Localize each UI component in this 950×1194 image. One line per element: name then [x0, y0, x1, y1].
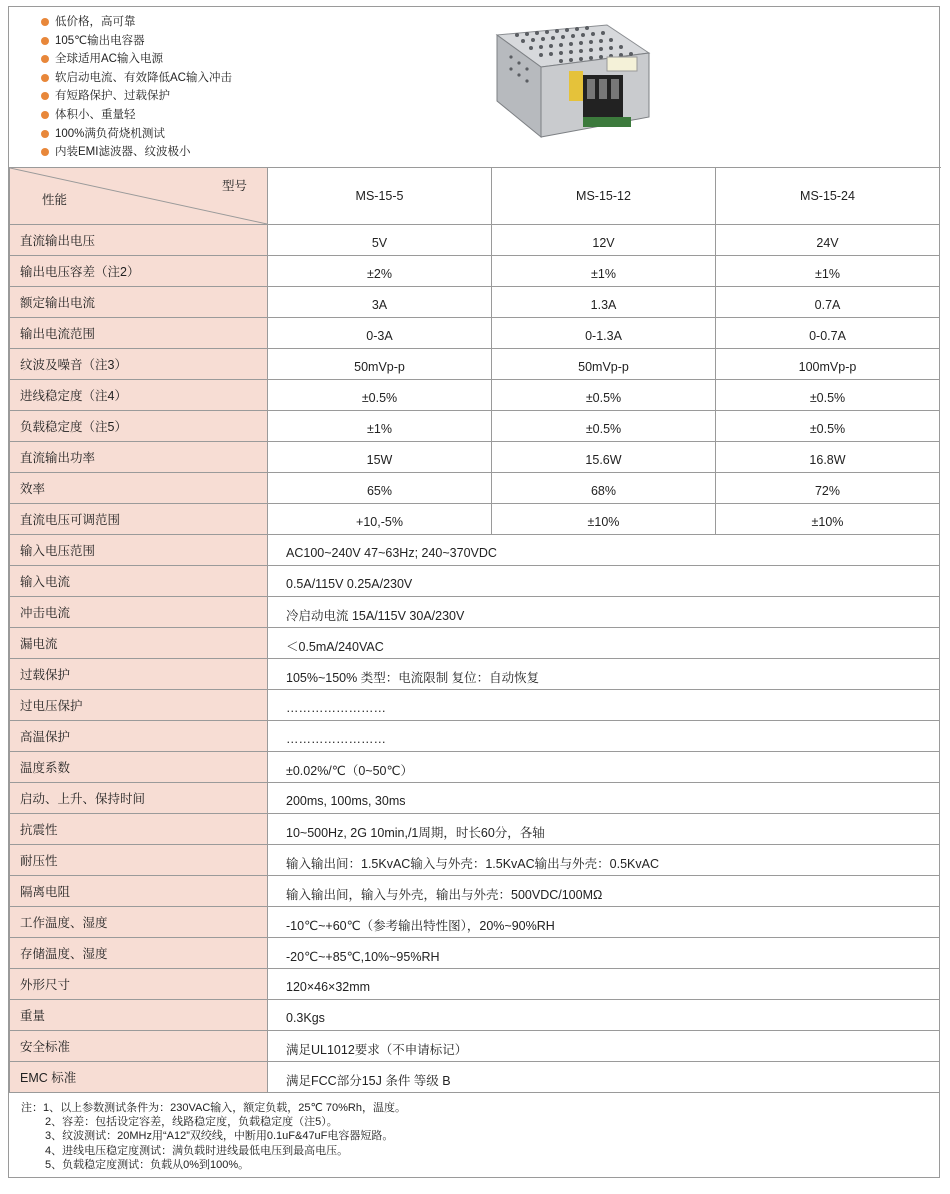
header-corner-cell [10, 168, 268, 225]
spec-value: 16.8W [716, 442, 940, 473]
spec-value: 105%~150% 类型：电流限制 复位：自动恢复 [268, 659, 940, 690]
spec-value: 68% [492, 473, 716, 504]
row-label: 安全标准 [10, 1031, 268, 1062]
spec-value: -10℃~+60℃（参考输出特性图），20%~90%RH [268, 907, 940, 938]
notes-section [9, 1097, 939, 1172]
spec-sheet [8, 6, 940, 1178]
note-line: 5、负载稳定度测试：负载从0%到100%。 [45, 1158, 250, 1171]
row-label: 负载稳定度（注5） [10, 411, 268, 442]
note-line: 2、容差：包括设定容差，线路稳定度，负载稳定度（注5）。 [45, 1116, 338, 1129]
feature-item [41, 69, 232, 88]
bullet-icon [41, 111, 49, 119]
feature-text: 有短路保护、过载保护 [55, 90, 170, 103]
spec-value: ±0.5% [716, 380, 940, 411]
row-label: 进线稳定度（注4） [10, 380, 268, 411]
spec-row [10, 752, 940, 783]
feature-item [41, 106, 232, 125]
row-label: 工作温度、湿度 [10, 907, 268, 938]
note-line: 注：1、以上参数测试条件为：230VAC输入，额定负载，25℃ 70%Rh，温度。 [21, 1102, 406, 1114]
common-rows [10, 535, 940, 1093]
spec-value: 200ms, 100ms, 30ms [268, 783, 940, 814]
spec-row [10, 318, 940, 349]
spec-row [10, 969, 940, 1000]
spec-row [10, 721, 940, 752]
spec-row [10, 1000, 940, 1031]
row-label: 漏电流 [10, 628, 268, 659]
spec-value: 12V [492, 225, 716, 256]
row-label: 过电压保护 [10, 690, 268, 721]
spec-row [10, 504, 940, 535]
spec-value: ＜0.5mA/240VAC [268, 628, 940, 659]
spec-row [10, 659, 940, 690]
spec-value: 0-1.3A [492, 318, 716, 349]
spec-value: ±2% [268, 256, 492, 287]
row-label: EMC 标准 [10, 1062, 268, 1093]
row-label: 过载保护 [10, 659, 268, 690]
spec-value: 0.7A [716, 287, 940, 318]
spec-value: ±10% [716, 504, 940, 535]
feature-text: 内装EMI滤波器、纹波极小 [55, 146, 191, 159]
spec-value: 1.3A [492, 287, 716, 318]
spec-value: 65% [268, 473, 492, 504]
features-section [9, 7, 941, 168]
feature-item [41, 32, 232, 51]
row-label: 纹波及噪音（注3） [10, 349, 268, 380]
spec-row [10, 473, 940, 504]
spec-row [10, 783, 940, 814]
spec-row [10, 845, 940, 876]
row-label: 输入电压范围 [10, 535, 268, 566]
spec-value: 0.5A/115V 0.25A/230V [268, 566, 940, 597]
spec-row [10, 349, 940, 380]
per-model-rows [10, 225, 940, 535]
spec-value: ±0.5% [492, 380, 716, 411]
row-label: 输入电流 [10, 566, 268, 597]
spec-row [10, 597, 940, 628]
power-supply-image [487, 17, 657, 142]
spec-value: ±0.5% [716, 411, 940, 442]
spec-row [10, 1031, 940, 1062]
spec-value: ±0.02%/℃（0~50℃） [268, 752, 940, 783]
feature-item [41, 125, 232, 144]
spec-row [10, 256, 940, 287]
feature-text: 105℃输出电容器 [55, 34, 145, 47]
spec-value: 输入输出间，输入与外壳，输出与外壳：500VDC/100MΩ [268, 876, 940, 907]
spec-value: 5V [268, 225, 492, 256]
feature-item [41, 143, 232, 162]
spec-value: 3A [268, 287, 492, 318]
spec-value: 输入输出间：1.5KvAC输入与外壳：1.5KvAC输出与外壳：0.5KvAC [268, 845, 940, 876]
spec-row [10, 442, 940, 473]
spec-row [10, 411, 940, 442]
row-label: 启动、上升、保持时间 [10, 783, 268, 814]
spec-row [10, 380, 940, 411]
model-header: MS-15-24 [716, 168, 940, 225]
spec-value: …………………… [268, 690, 940, 721]
spec-value: 15.6W [492, 442, 716, 473]
bullet-icon [41, 55, 49, 63]
spec-row [10, 1062, 940, 1093]
row-label: 直流电压可调范围 [10, 504, 268, 535]
spec-value: -20℃~+85℃,10%~95%RH [268, 938, 940, 969]
spec-value: 72% [716, 473, 940, 504]
feature-item [41, 50, 232, 69]
spec-value: 50mVp-p [492, 349, 716, 380]
feature-item [41, 87, 232, 106]
spec-value: ±0.5% [492, 411, 716, 442]
spec-row [10, 287, 940, 318]
note-line: 3、纹波测试：20MHz用“A12”双绞线，中断用0.1uF&47uF电容器短路。 [45, 1130, 394, 1143]
row-label: 外形尺寸 [10, 969, 268, 1000]
spec-value: 10~500Hz, 2G 10min,/1周期，时长60分，各轴 [268, 814, 940, 845]
row-label: 重量 [10, 1000, 268, 1031]
feature-list [41, 13, 232, 162]
row-label: 额定输出电流 [10, 287, 268, 318]
row-label: 高温保护 [10, 721, 268, 752]
spec-value: ±10% [492, 504, 716, 535]
spec-value: ±1% [268, 411, 492, 442]
spec-value: 50mVp-p [268, 349, 492, 380]
table-header-row [10, 168, 940, 225]
spec-value: 120×46×32mm [268, 969, 940, 1000]
spec-value: …………………… [268, 721, 940, 752]
row-label: 存储温度、湿度 [10, 938, 268, 969]
spec-row [10, 535, 940, 566]
spec-value: 满足UL1012要求（不申请标记） [268, 1031, 940, 1062]
spec-row [10, 225, 940, 256]
spec-table [9, 167, 940, 1093]
model-header: MS-15-5 [268, 168, 492, 225]
spec-row [10, 814, 940, 845]
note-line: 4、进线电压稳定度测试：满负载时进线最低电压到最高电压。 [45, 1144, 349, 1157]
feature-text: 体积小、重量轻 [55, 108, 136, 121]
row-label: 效率 [10, 473, 268, 504]
bullet-icon [41, 148, 49, 156]
spec-value: 15W [268, 442, 492, 473]
row-label: 直流输出电压 [10, 225, 268, 256]
spec-value: 100mVp-p [716, 349, 940, 380]
bullet-icon [41, 130, 49, 138]
row-label: 温度系数 [10, 752, 268, 783]
spec-row [10, 938, 940, 969]
bullet-icon [41, 92, 49, 100]
spec-value: 0-3A [268, 318, 492, 349]
row-label: 抗震性 [10, 814, 268, 845]
row-label: 隔离电阻 [10, 876, 268, 907]
spec-value: 0.3Kgs [268, 1000, 940, 1031]
spec-value: ±1% [716, 256, 940, 287]
model-header: MS-15-12 [492, 168, 716, 225]
spec-value: 满足FCC部分15J 条件 等级 B [268, 1062, 940, 1093]
feature-text: 100%满负荷烧机测试 [55, 127, 165, 140]
feature-text: 全球适用AC输入电源 [55, 53, 163, 66]
spec-value: AC100~240V 47~63Hz; 240~370VDC [268, 535, 940, 566]
bullet-icon [41, 37, 49, 45]
spec-value: 24V [716, 225, 940, 256]
feature-text: 软启动电流、有效降低AC输入冲击 [55, 71, 232, 84]
spec-row [10, 566, 940, 597]
row-label: 冲击电流 [10, 597, 268, 628]
spec-row [10, 907, 940, 938]
bullet-icon [41, 18, 49, 26]
spec-value: ±0.5% [268, 380, 492, 411]
spec-row [10, 628, 940, 659]
spec-value: +10,-5% [268, 504, 492, 535]
model-label: 型号 [221, 179, 247, 193]
spec-value: 冷启动电流 15A/115V 30A/230V [268, 597, 940, 628]
row-label: 直流输出功率 [10, 442, 268, 473]
performance-label: 性能 [42, 193, 68, 207]
spec-value: ±1% [492, 256, 716, 287]
row-label: 输出电压容差（注2） [10, 256, 268, 287]
bullet-icon [41, 74, 49, 82]
feature-text: 低价格，高可靠 [55, 16, 136, 28]
spec-row [10, 876, 940, 907]
row-label: 耐压性 [10, 845, 268, 876]
spec-value: 0-0.7A [716, 318, 940, 349]
row-label: 输出电流范围 [10, 318, 268, 349]
feature-item [41, 13, 232, 32]
spec-row [10, 690, 940, 721]
